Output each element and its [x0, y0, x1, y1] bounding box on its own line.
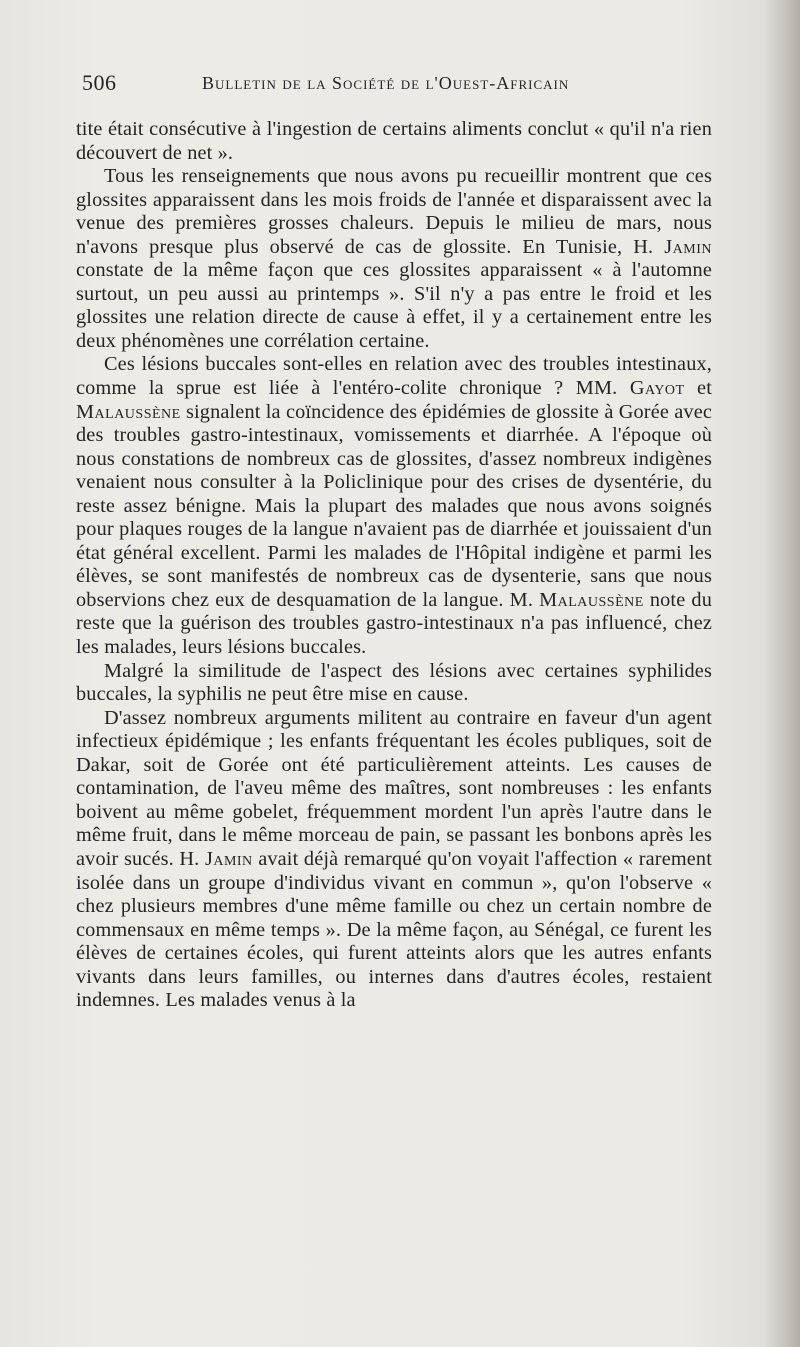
running-title: Bulletin de la Société de l'Ouest-Africain: [202, 73, 570, 93]
page-header: [82, 70, 722, 100]
paragraph: [76, 165, 712, 353]
author-name: Malaussène: [76, 400, 181, 423]
paragraph-text: Malgré la similitude de l'aspect des lésions avec certaines syphilides buccales, la syphilis ne peut être mise en cause.: [76, 659, 712, 706]
author-name: Malaussène: [539, 588, 644, 611]
author-name: Jamin: [664, 235, 712, 258]
paragraph-text: et: [684, 377, 712, 400]
page-edge-shadow: [764, 0, 800, 1347]
paragraph: [76, 353, 712, 659]
author-name: Gayot: [629, 377, 685, 400]
paragraph-text: Tous les renseignements que nous avons pu recueillir montrent que ces glossites apparaissent dans les mois froids de l'année et disparaissent avec la venue des premières grosses chaleurs. Depuis le milieu de mars, nous n'avons presque plus observé de cas de glossite. En Tunisie, H.: [76, 165, 712, 258]
paragraph-text: note du reste que la guérison des troubles gastro-intestinaux n'a pas influencé, chez les malades, leurs lésions buccales.: [76, 588, 712, 659]
paragraph: [76, 118, 712, 165]
paragraph-text: avait déjà remarqué qu'on voyait l'affection « rarement isolée dans un groupe d'individus vivant en commun », qu'on l'observe « chez plusieurs membres d'une même famille ou chez un certain nombre de commensaux en même temps ». De la même façon, au Sénégal, ce furent les élèves de certaines écoles, qui furent atteints alors que les autres enfants vivants dans leurs familles, ou internes dans d'autres écoles, restaient indemnes. Les malades venus à la: [76, 847, 712, 1012]
paragraph-text: constate de la même façon que ces glossites apparaissent « à l'automne surtout, un peu aussi au printemps ». S'il n'y a pas entre le froid et les glossites une relation directe de cause à effet, il y a certainement entre les deux phénomènes une corrélation certaine.: [76, 259, 712, 352]
author-name: Jamin: [204, 847, 253, 870]
paragraph: [76, 707, 712, 1013]
paragraph-text: Ces lésions buccales sont-elles en relation avec des troubles intestinaux, comme la sprue est liée à l'entéro-colite chronique ? MM.: [76, 353, 712, 400]
paragraph-text: tite était consécutive à l'ingestion de certains aliments conclut « qu'il n'a rien découvert de net ».: [76, 118, 712, 164]
paragraph-text: signalent la coïncidence des épidémies de glossite à Gorée avec des troubles gastro-intestinaux, vomissements et diarrhée. A l'époque où nous constations de nombreux cas de glossites, d'assez nombreux indigènes venaient nous consulter à la Policlinique pour des crises de dysentérie, du reste assez bénigne. Mais la plupart des malades que nous avons soignés pour plaques rouges de la langue n'avaient pas de diarrhée et jouissaient d'un état général excellent. Parmi les malades de l'Hôpital indigène et parmi les élèves, se sont manifestés de nombreux cas de dysenterie, sans que nous observions chez eux de desquamation de la langue. M.: [76, 400, 712, 611]
page-number: 506: [82, 70, 117, 95]
body-text: [76, 118, 712, 1013]
paragraph: [76, 660, 712, 707]
paragraph-text: D'assez nombreux arguments militent au contraire en faveur d'un agent infectieux épidémique ; les enfants fréquentant les écoles publiques, soit de Dakar, soit de Gorée ont été particulièrement atteints. Les causes de contamination, de l'aveu même des maîtres, sont nombreuses : les enfants boivent au même gobelet, fréquemment mordent l'un après l'autre dans le même fruit, dans le même morceau de pain, se passant les bonbons après les avoir sucés. H.: [76, 706, 712, 870]
